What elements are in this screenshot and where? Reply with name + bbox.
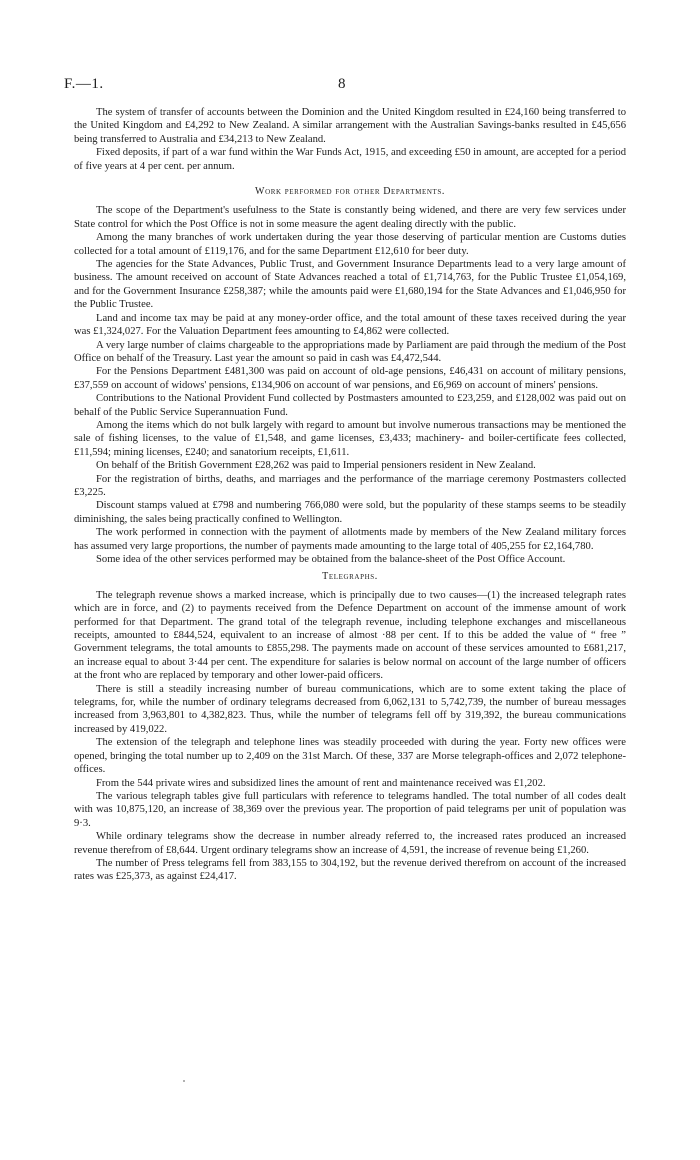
paragraph: Among the many branches of work undertaken during the year those deserving of particular mention are Customs duties collected for a total amount of £119,176, and for the same Department £12,610 for beer duty.: [74, 232, 626, 257]
paragraph: Fixed deposits, if part of a war fund within the War Funds Act, 1915, and exceeding £50 in amount, are accepted for a period of five years at 4 per cent. per annum.: [74, 147, 626, 172]
paragraph: The various telegraph tables give full particulars with reference to telegrams handled. The total number of all codes dealt with was 10,875,120, an increase of 38,369 over the previous year. The proportion of paid telegrams per unit of population was 9·3.: [74, 790, 626, 829]
paragraph: The work performed in connection with the payment of allotments made by members of the New Zealand military forces has assumed very large proportions, the number of payments made amounting to the large total of 405,255 for £2,164,780.: [74, 527, 626, 552]
paragraph: The system of transfer of accounts between the Dominion and the United Kingdom resulted in £24,160 being transferred to the United Kingdom and £4,292 to New Zealand. A similar arrangement with the Australian Savings-banks resulted in £45,656 being transferred to Australia and £34,213 to New Zealand.: [74, 107, 626, 145]
section-heading-work-other-departments: Work performed for other Departments.: [255, 186, 445, 198]
paragraph: The number of Press telegrams fell from 383,155 to 304,192, but the revenue derived therefrom on account of the increased rates was £25,373, as against £24,417.: [74, 857, 626, 883]
paragraph: For the registration of births, deaths, and marriages and the performance of the marriage ceremony Postmasters collected £3,225.: [74, 473, 626, 498]
paragraph: Some idea of the other services performed may be obtained from the balance-sheet of the Post Office Account.: [96, 554, 566, 565]
section-heading-telegraphs: Telegraphs.: [322, 571, 378, 583]
paragraph: The telegraph revenue shows a marked increase, which is principally due to two causes—(1) the increased telegraph rates which are in force, and (2) to payments received from the Defence Department on account of the immense amount of work performed for that Department. The grand total of the telegraph revenue, including telephone exchanges and miscellaneous receipts, amounted to £844,524, equivalent to an increase of almost ·88 per cent. If to this be added the value of “ free ” Government telegrams, the total amounts to £855,298. The payments made on account of these services amounted to £681,217, an increase equal to about 3·44 per cent. The expenditure for salaries is below normal on account of the large number of officers at the front who are replaced by temporary and other lower-paid officers.: [74, 589, 626, 682]
paragraph: Contributions to the National Provident Fund collected by Postmasters amounted to £23,259, and £128,002 was paid out on behalf of the Public Service Superannuation Fund.: [74, 393, 626, 418]
paragraph: For the Pensions Department £481,300 was paid on account of old-age pensions, £46,431 on account of military pensions, £37,559 on account of widows' pensions, £134,906 on account of war pensions, and £6,969 on account of miners' pensions.: [74, 366, 626, 391]
paragraph: There is still a steadily increasing number of bureau communications, which are to some extent taking the place of telegrams, for, while the number of ordinary telegrams decreased from 6,062,131 to 5,742,739, the number of bureau messages increased from 3,963,801 to 4,382,823. Thus, while the number of telegrams fell off by 319,392, the bureau communications increased by 419,022.: [74, 683, 626, 735]
paragraph: From the 544 private wires and subsidized lines the amount of rent and maintenance received was £1,202.: [96, 777, 546, 789]
paragraph: The extension of the telegraph and telephone lines was steadily proceeded with during the year. Forty new offices were opened, bringing the total number up to 2,409 on the 31st March. Of these, 337 are Morse telegraph-offices and 2,072 telephone-offices.: [74, 737, 626, 776]
page-number: 8: [338, 76, 346, 92]
paragraph: Land and income tax may be paid at any money-order office, and the total amount of these taxes received during the year was £1,324,027. For the Valuation Department fees amounting to £4,862 were collected.: [74, 312, 626, 338]
page-reference: F.—1.: [64, 76, 104, 92]
paragraph: While ordinary telegrams show the decrease in number already referred to, the increased rates produced an increased revenue therefrom of £8,644. Urgent ordinary telegrams show an increase of 4,591, the increase of revenue being £1,260.: [74, 831, 626, 856]
paragraph: On behalf of the British Government £28,262 was paid to Imperial pensioners resident in New Zealand.: [96, 460, 536, 472]
paragraph: The scope of the Department's usefulness to the State is constantly being widened, and there are very few services under State control for which the Post Office is not in some measure the agent dealing directly with the public.: [74, 205, 626, 230]
paragraph: The agencies for the State Advances, Public Trust, and Government Insurance Departments lead to a very large amount of business. The amount received on account of State Advances reached a total of £1,714,763, for the Public Trustee £1,054,169, and for the Government Insurance £258,387; while the amounts paid were £1,680,194 for the State Advances and £1,046,950 for the Public Trustee.: [74, 259, 626, 311]
paragraph: Discount stamps valued at £798 and numbering 766,080 were sold, but the popularity of these stamps seems to be steadily diminishing, the sales being practically confined to Wellington.: [74, 500, 626, 525]
paragraph: A very large number of claims chargeable to the appropriations made by Parliament are paid through the medium of the Post Office on behalf of the Treasury. Last year the amount so paid in cash was £4,472,544.: [74, 339, 626, 364]
stray-ink-dot: [183, 1080, 185, 1082]
paragraph: Among the items which do not bulk largely with regard to amount but involve numerous transactions may be mentioned the sale of fishing licenses, to the value of £1,548, and game licenses, £3,433; machinery- and boiler-certificate fees collected, £11,594; mining licenses, £240; and sanatorium receipts, £1,611.: [74, 419, 626, 458]
document-body: [74, 106, 626, 884]
